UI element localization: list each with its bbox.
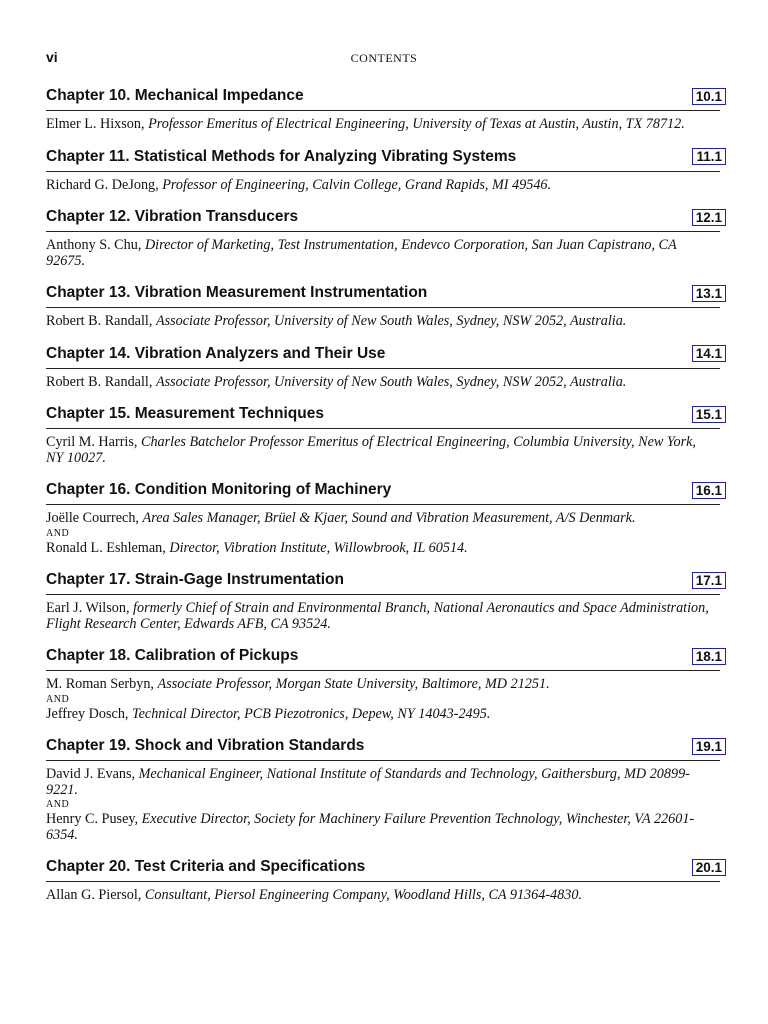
chapter-entry xyxy=(46,570,726,632)
author-name: Robert B. Randall, xyxy=(46,373,153,390)
author-name: Cyril M. Harris, xyxy=(46,434,138,450)
chapter-title: Chapter 16. Condition Monitoring of Machinery xyxy=(46,481,392,498)
author-entry xyxy=(46,888,716,904)
author-name: David J. Evans, xyxy=(46,766,136,782)
author-affiliation: Associate Professor, Morgan State University, Baltimore, MD 21251. xyxy=(157,676,550,692)
author-affiliation: Consultant, Piersol Engineering Company, Woodland Hills, CA 91364-4830. xyxy=(144,887,582,903)
chapter-title: Chapter 12. Vibration Transducers xyxy=(46,208,299,225)
author-affiliation: Director, Vibration Institute, Willowbrook, IL 60514. xyxy=(169,539,468,556)
author-name: Joëlle Courrech, xyxy=(46,510,139,526)
chapter-entry xyxy=(46,404,726,466)
author-list xyxy=(46,435,716,466)
chapter-heading xyxy=(46,480,726,502)
chapter-entry xyxy=(46,480,726,556)
author-name: Earl J. Wilson, xyxy=(46,600,130,616)
author-entry xyxy=(46,435,716,466)
chapter-entry xyxy=(46,86,726,133)
author-list xyxy=(46,677,716,722)
chapter-title: Chapter 11. Statistical Methods for Analyzing Vibrating Systems xyxy=(46,147,517,165)
chapter-heading xyxy=(46,147,726,169)
author-affiliation: Mechanical Engineer, National Institute of Standards and Technology, Gaithersburg, MD 20899-9221. xyxy=(46,766,690,798)
chapter-entry xyxy=(46,207,726,269)
author-list xyxy=(46,238,716,269)
author-affiliation: Charles Batchelor Professor Emeritus of Electrical Engineering, Columbia University, New York, NY 10027. xyxy=(46,434,696,466)
chapter-page-link[interactable]: 12.1 xyxy=(692,209,726,226)
divider xyxy=(46,307,720,308)
author-name: Allan G. Piersol, xyxy=(46,887,142,903)
divider xyxy=(46,504,720,505)
divider xyxy=(46,428,720,429)
chapter-heading xyxy=(46,857,726,879)
divider xyxy=(46,670,720,671)
author-entry xyxy=(46,812,716,843)
divider xyxy=(46,881,720,882)
and-separator: AND xyxy=(46,799,70,810)
author-affiliation: Director of Marketing, Test Instrumentation, Endevco Corporation, San Juan Capistrano, CA 92675. xyxy=(46,237,677,269)
author-entry xyxy=(46,601,716,632)
author-affiliation: Professor of Engineering, Calvin College, Grand Rapids, MI 49546. xyxy=(162,176,552,193)
author-name: Jeffrey Dosch, xyxy=(46,705,129,722)
divider xyxy=(46,368,720,369)
author-entry xyxy=(46,511,716,527)
author-list xyxy=(46,117,716,133)
author-entry xyxy=(46,178,716,194)
chapter-heading xyxy=(46,736,726,758)
chapter-entry xyxy=(46,646,726,722)
author-list xyxy=(46,601,716,632)
author-affiliation: Executive Director, Society for Machinery Failure Prevention Technology, Winchester, VA 22601-6354. xyxy=(46,811,695,843)
chapter-heading xyxy=(46,207,726,229)
chapter-title: Chapter 14. Vibration Analyzers and Their Use xyxy=(46,344,386,362)
chapter-heading xyxy=(46,570,726,592)
chapter-entry xyxy=(46,344,726,391)
divider xyxy=(46,110,720,111)
chapter-heading xyxy=(46,86,726,108)
author-name: Richard G. DeJong, xyxy=(46,176,159,193)
chapter-page-link[interactable]: 16.1 xyxy=(692,482,726,499)
chapter-page-link[interactable]: 13.1 xyxy=(692,285,726,302)
divider xyxy=(46,171,720,172)
author-name: Ronald L. Eshleman, xyxy=(46,539,166,556)
chapter-page-link[interactable]: 17.1 xyxy=(692,572,726,589)
author-entry xyxy=(46,238,716,269)
author-entry xyxy=(46,117,716,133)
and-separator: AND xyxy=(46,527,70,539)
chapter-title: Chapter 17. Strain-Gage Instrumentation xyxy=(46,571,344,588)
author-name: Robert B. Randall, xyxy=(46,313,153,329)
author-affiliation: Area Sales Manager, Brüel & Kjaer, Sound and Vibration Measurement, A/S Denmark. xyxy=(142,510,636,526)
author-affiliation: Associate Professor, University of New South Wales, Sydney, NSW 2052, Australia. xyxy=(155,313,627,329)
author-entry xyxy=(46,707,716,723)
chapter-page-link[interactable]: 10.1 xyxy=(692,88,726,105)
author-list xyxy=(46,178,716,194)
chapter-entry xyxy=(46,736,726,843)
chapter-title: Chapter 20. Test Criteria and Specifications xyxy=(46,858,366,875)
chapter-title: Chapter 15. Measurement Techniques xyxy=(46,405,324,422)
author-entry xyxy=(46,677,716,693)
chapter-entry xyxy=(46,283,726,330)
chapter-entry xyxy=(46,147,726,194)
author-affiliation: Technical Director, PCB Piezotronics, Depew, NY 14043-2495. xyxy=(132,705,491,722)
author-entry xyxy=(46,375,716,391)
chapter-page-link[interactable]: 11.1 xyxy=(692,148,726,165)
divider xyxy=(46,231,720,232)
chapter-page-link[interactable]: 20.1 xyxy=(692,859,726,876)
chapter-title: Chapter 10. Mechanical Impedance xyxy=(46,87,304,104)
running-head: CONTENTS xyxy=(350,51,418,65)
and-separator: AND xyxy=(46,693,70,705)
chapter-heading xyxy=(46,404,726,426)
contents-list xyxy=(46,86,726,918)
author-list xyxy=(46,375,716,391)
author-affiliation: Associate Professor, University of New South Wales, Sydney, NSW 2052, Australia. xyxy=(155,373,627,390)
author-entry xyxy=(46,541,716,557)
author-entry xyxy=(46,314,716,330)
chapter-heading xyxy=(46,646,726,668)
author-affiliation: formerly Chief of Strain and Environmental Branch, National Aeronautics and Space Administration, Flight Research Center, Edwards AFB, CA 93524. xyxy=(46,600,709,632)
chapter-heading xyxy=(46,283,726,305)
author-list xyxy=(46,888,716,904)
chapter-page-link[interactable]: 19.1 xyxy=(692,738,726,755)
page-number: vi xyxy=(46,49,58,65)
chapter-title: Chapter 13. Vibration Measurement Instrumentation xyxy=(46,284,428,301)
author-name: Elmer L. Hixson, xyxy=(46,116,145,132)
author-list xyxy=(46,314,716,330)
author-name: M. Roman Serbyn, xyxy=(46,676,154,692)
chapter-title: Chapter 18. Calibration of Pickups xyxy=(46,647,299,664)
chapter-page-link[interactable]: 14.1 xyxy=(692,345,726,362)
divider xyxy=(46,760,720,761)
chapter-page-link[interactable]: 18.1 xyxy=(692,648,726,665)
divider xyxy=(46,594,720,595)
chapter-heading xyxy=(46,344,726,366)
chapter-page-link[interactable]: 15.1 xyxy=(692,406,726,423)
author-affiliation: Professor Emeritus of Electrical Engineering, University of Texas at Austin, Austin, TX 78712. xyxy=(148,116,685,132)
author-list xyxy=(46,511,716,556)
author-name: Anthony S. Chu, xyxy=(46,237,142,253)
chapter-title: Chapter 19. Shock and Vibration Standards xyxy=(46,737,365,754)
chapter-entry xyxy=(46,857,726,904)
author-name: Henry C. Pusey, xyxy=(46,811,139,827)
author-entry xyxy=(46,767,716,798)
author-list xyxy=(46,767,716,843)
